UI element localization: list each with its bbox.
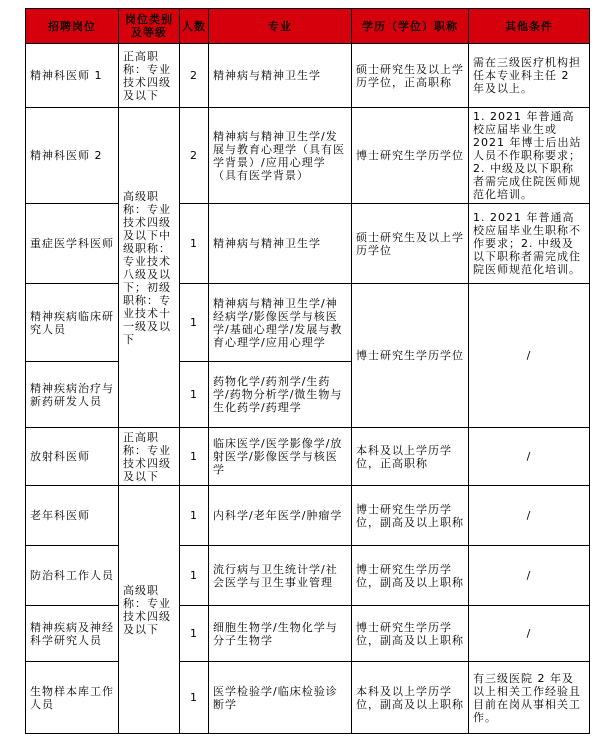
education-cell: 博士研究生学历学位 [352, 284, 469, 428]
category-cell: 正高职称：专业技术四级及以下 [119, 44, 180, 108]
major-cell: 内科学/老年医学/肿瘤学 [209, 486, 352, 546]
other-cell: / [469, 606, 590, 662]
table-row [26, 284, 590, 362]
count-cell: 1 [180, 204, 209, 284]
position-cell: 精神疾病及神经科学研究人员 [26, 606, 119, 662]
table-row [26, 44, 590, 108]
major-cell: 医学检验学/临床检验诊断学 [209, 662, 352, 734]
count-cell: 1 [180, 546, 209, 606]
education-cell: 本科及以上学历学位，副高及以上职称 [352, 662, 469, 734]
position-cell: 防治科工作人员 [26, 546, 119, 606]
major-cell: 精神病与精神卫生学/神经病学/影像医学与核医学/基础心理学/发展与教育心理学/应用心理学 [209, 284, 352, 362]
major-cell: 药物化学/药剂学/生药学/药物分析学/微生物与生化药学/药理学 [209, 362, 352, 428]
table-row [26, 204, 590, 284]
category-cell: 正高职称：专业技术四级及以下 [119, 428, 180, 486]
other-cell: / [469, 428, 590, 486]
header-row [26, 9, 590, 44]
recruitment-table [25, 8, 590, 734]
header-category: 岗位类别及等级 [119, 9, 180, 44]
count-cell: 1 [180, 606, 209, 662]
major-cell: 精神病与精神卫生学/发展与教育心理学（具有医学背景）/应用心理学（具有医学背景） [209, 108, 352, 204]
other-cell: / [469, 486, 590, 546]
education-cell: 硕士研究生及以上学历学位，正高职称 [352, 44, 469, 108]
position-cell: 重症医学科医师 [26, 204, 119, 284]
other-cell: 1. 2021 年普通高校应届毕业生或 2021 年博士后出站人员不作职称要求；2. 中级及以下职称者需完成住院医师规范化培训。 [469, 108, 590, 204]
other-cell: / [469, 284, 590, 428]
education-cell: 博士研究生学历学位，副高及以上职称 [352, 606, 469, 662]
table-row [26, 662, 590, 734]
table-row [26, 606, 590, 662]
header-education: 学历（学位）职称 [352, 9, 469, 44]
other-cell: 有三级医院 2 年及以上相关工作经验且目前在岗从事相关工作。 [469, 662, 590, 734]
category-cell: 高级职称：专业技术四级及以下 [119, 486, 180, 734]
count-cell: 1 [180, 362, 209, 428]
table-row [26, 108, 590, 204]
major-cell: 细胞生物学/生物化学与分子生物学 [209, 606, 352, 662]
count-cell: 1 [180, 428, 209, 486]
education-cell: 博士研究生学历学位，副高及以上职称 [352, 546, 469, 606]
table-row [26, 486, 590, 546]
position-cell: 老年科医师 [26, 486, 119, 546]
other-cell: / [469, 546, 590, 606]
count-cell: 2 [180, 108, 209, 204]
header-position: 招聘岗位 [26, 9, 119, 44]
position-cell: 精神科医师 1 [26, 44, 119, 108]
header-other: 其他条件 [469, 9, 590, 44]
education-cell: 本科及以上学历学位，正高职称 [352, 428, 469, 486]
table-row [26, 546, 590, 606]
major-cell: 精神病与精神卫生学 [209, 204, 352, 284]
education-cell: 硕士研究生及以上学历学位 [352, 204, 469, 284]
count-cell: 1 [180, 284, 209, 362]
header-major: 专业 [209, 9, 352, 44]
table-row [26, 428, 590, 486]
other-cell: 需在三级医疗机构担任本专业科主任 2 年及以上。 [469, 44, 590, 108]
major-cell: 流行病与卫生统计学/社会医学与卫生事业管理 [209, 546, 352, 606]
position-cell: 精神疾病治疗与新药研发人员 [26, 362, 119, 428]
education-cell: 博士研究生学历学位，副高及以上职称 [352, 486, 469, 546]
position-cell: 生物样本库工作人员 [26, 662, 119, 734]
position-cell: 精神疾病临床研究人员 [26, 284, 119, 362]
count-cell: 1 [180, 662, 209, 734]
position-cell: 放射科医师 [26, 428, 119, 486]
category-cell: 高级职称：专业技术四级及以下中级职称：专业技术八级及以下；初级职称：专业技术十一级及以下 [119, 108, 180, 428]
count-cell: 2 [180, 44, 209, 108]
major-cell: 临床医学/医学影像学/放射医学/影像医学与核医学 [209, 428, 352, 486]
other-cell: 1. 2021 年普通高校应届毕业生职称不作要求；2. 中级及以下职称者需完成住院医师规范化培训。 [469, 204, 590, 284]
count-cell: 1 [180, 486, 209, 546]
header-count: 人数 [180, 9, 209, 44]
position-cell: 精神科医师 2 [26, 108, 119, 204]
major-cell: 精神病与精神卫生学 [209, 44, 352, 108]
education-cell: 博士研究生学历学位 [352, 108, 469, 204]
